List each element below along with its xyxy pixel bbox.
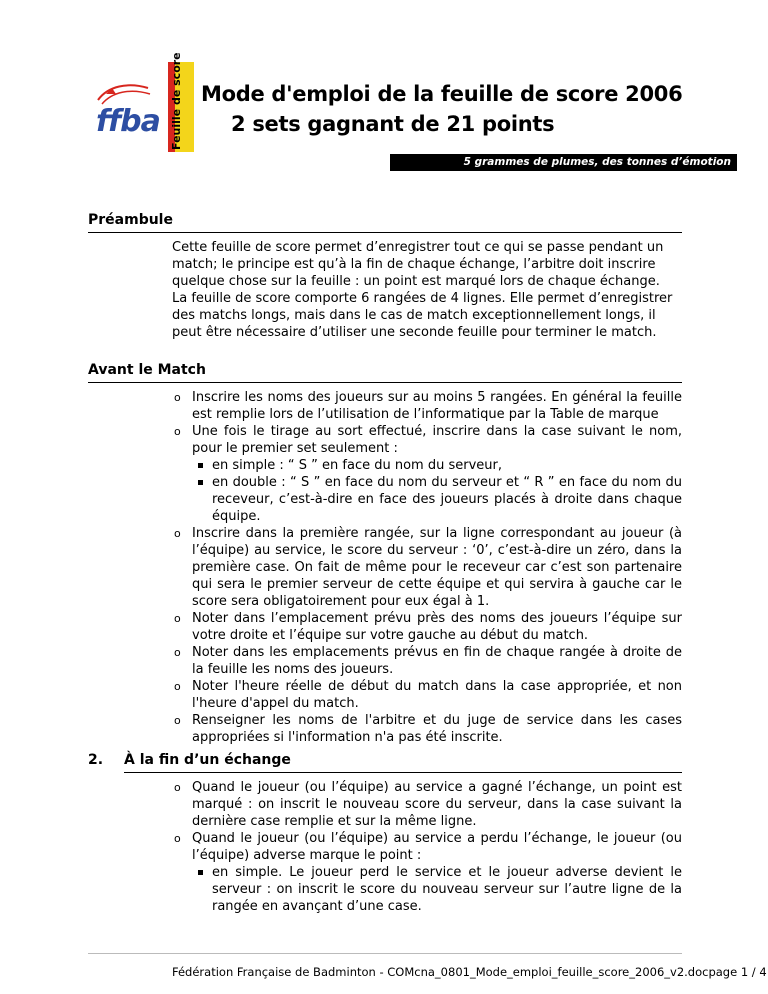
list-item — [172, 830, 682, 915]
list-item: o Renseigner les noms de l'arbitre et du juge de service dans les cases appropriées si l'information n'a pas été inscrite. — [172, 712, 682, 746]
document-title: Mode d'emploi de la feuille de score 2006 — [201, 82, 683, 106]
list-item — [172, 423, 682, 525]
list-item-text: Quand le joueur (ou l’équipe) au service a perdu l’échange, le joueur (ou l’équipe) adverse marque le point : — [192, 831, 682, 863]
sub-list-item: en simple. Le joueur perd le service et le joueur adverse devient le serveur : on inscrit le score du nouveau serveur sur l’autre ligne de la rangée en avançant d’une case. — [192, 864, 682, 915]
section-heading-avant-match: Avant le Match — [88, 362, 206, 378]
preambule-text-1: Cette feuille de score permet d’enregistrer tout ce qui se passe pendant un match; le principe est qu’à la fin de chaque échange, l’arbitre doit inscrire quelque chose sur la feuille : un point est marqué lors de chaque échange. — [172, 240, 664, 289]
list-item: o Inscrire les noms des joueurs sur au moins 5 rangées. En général la feuille est remplie lors de l’utilisation de l’informatique par la Table de marque — [172, 389, 682, 423]
section-heading-fin-echange: À la fin d’un échange — [124, 752, 291, 768]
section-number: 2. — [88, 752, 104, 768]
list-item: o Noter dans l’emplacement prévu près des noms des joueurs l’équipe sur votre droite et l’équipe sur votre gauche au début du match. — [172, 610, 682, 644]
feuille-de-score-banner — [168, 52, 194, 152]
vertical-label: Feuille de score — [170, 52, 183, 150]
section-divider — [88, 382, 682, 383]
fin-echange-list — [172, 779, 682, 915]
logo-text: ffba — [96, 104, 160, 139]
list-item: o Noter dans les emplacements prévus en fin de chaque rangée à droite de la feuille les noms des joueurs. — [172, 644, 682, 678]
preambule-text-2: La feuille de score comporte 6 rangées de 4 lignes. Elle permet d’enregistrer des matchs longs, mais dans le cas de match exceptionnellement longs, il peut être nécessaire d’utiliser une seconde feuille pour terminer le match. — [172, 291, 673, 340]
section-divider — [124, 772, 682, 773]
list-item: o Quand le joueur (ou l’équipe) au service a gagné l’échange, un point est marqué : on inscrit le nouveau score du serveur, dans la case suivant la dernière case remplie et sur la même ligne. — [172, 779, 682, 830]
list-item: o Inscrire dans la première rangée, sur la ligne correspondant au joueur (à l’équipe) au service, le score du serveur : ‘0’, c’est-à-dire un zéro, dans la première case. On fait de même pour le receveur car c’est son partenaire qui sera le premier serveur de cette équipe et qui servira à gauche car le score sera obligatoirement pour eux égal à 1. — [172, 525, 682, 610]
tagline-banner: 5 grammes de plumes, des tonnes d’émotion — [390, 154, 737, 171]
page-footer: Fédération Française de Badminton - COMcna_0801_Mode_emploi_feuille_score_2006_v2.docpage 1 / 4 — [172, 965, 767, 979]
list-item-text: Une fois le tirage au sort effectué, inscrire dans la case suivant le nom, pour le premier set seulement : — [192, 424, 682, 456]
list-item: o Noter l'heure réelle de début du match dans la case appropriée, et non l'heure d'appel du match. — [172, 678, 682, 712]
section-heading-preambule: Préambule — [88, 212, 173, 228]
avant-match-list — [172, 389, 682, 746]
preambule-paragraph — [172, 239, 682, 341]
footer-divider — [88, 953, 682, 954]
document-subtitle: 2 sets gagnant de 21 points — [231, 112, 555, 136]
sub-list-item: en simple : “ S ” en face du nom du serveur, — [192, 457, 682, 474]
sub-list-item: en double : “ S ” en face du nom du serveur et “ R ” en face du nom du receveur, c’est-à-dire en face des joueurs placés à droite dans chaque équipe. — [192, 474, 682, 525]
section-divider — [88, 232, 682, 233]
